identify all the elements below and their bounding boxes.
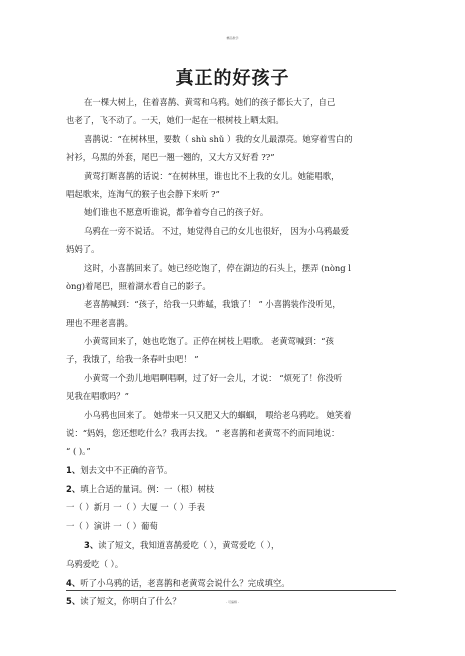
passage-line: 见我在唱歌吗？” <box>66 391 129 402</box>
page-header: 精品教学 <box>226 36 239 40</box>
question-text: 填上合适的量词。例：一（根）树枝 <box>80 483 215 494</box>
passage-line: 妈妈了。 <box>66 244 100 255</box>
passage-line: 唱起歌来，连淘气的猴子也会静下来听 ?” <box>66 188 220 199</box>
passage-line: 子，我饿了，给我一条春叶虫吧！ ” <box>66 354 199 365</box>
questions <box>66 461 406 611</box>
passage-line: 小黄莺一个劲儿地唱啊唱啊，过了好一会儿，才说： “烦死了！你没听 <box>84 372 343 383</box>
page-footer: - 可编辑 - <box>225 600 240 604</box>
question-number: 2、 <box>66 483 81 494</box>
question-number: 3、 <box>84 540 99 550</box>
passage-line: òng)着尾巴，照着湖水看自己的影子。 <box>66 280 211 291</box>
passage-line: 说：“妈妈，您还想吃什么？我再去找。 ” 老喜鹊和老黄莺不约而同地说： <box>66 428 340 439</box>
question-line <box>66 480 406 499</box>
question-line <box>66 498 406 517</box>
question-text: 一（ ）新月 一（ ）大厦 一（ ）手表 <box>66 502 205 513</box>
passage-line: 喜鹊说：“在树林里，要数（ shù shǔ ）我的女儿最漂亮。她穿着雪白的 <box>84 133 353 144</box>
question-line <box>66 536 406 555</box>
question-line <box>66 461 406 480</box>
passage-line: 老喜鹊喊到：“孩子，给我一只蚱蜢，我饿了！ ” 小喜鹊装作没听见， <box>84 299 341 310</box>
passage-line: 在一棵大树上，住着喜鹊、黄莺和乌鸦。她们的孩子都长大了，自己 <box>84 97 336 107</box>
question-text: 读了短文，你明白了什么？ <box>80 596 181 607</box>
passage-line: “ ( )。” <box>66 446 91 457</box>
question-number: 4、 <box>66 577 81 588</box>
passage-line: 黄莺打断喜鹊的话说：“在树林里，谁也比不上我的女儿。她能唱歌， <box>84 170 340 181</box>
question-number: 5、 <box>66 596 81 607</box>
question-line <box>66 555 406 574</box>
passage-line: 小黄莺回来了，她也吃饱了。正停在树枝上唱歌。 老黄莺喊到：“孩 <box>84 336 334 347</box>
passage-line: 小乌鸦也回来了。 她带来一只又肥又大的蝈蝈， 喂给老乌鸦吃。 她笑着 <box>84 409 352 420</box>
passage-line: 乌鸦在一旁不说话。 不过，她觉得自己的女儿也很好， 因为小乌鸦最爱 <box>84 225 349 236</box>
page-title: 真正的好孩子 <box>175 68 290 89</box>
footer-rule <box>66 590 396 591</box>
passage-line: 理也不理老喜鹊。 <box>66 317 133 328</box>
question-text: 读了短文，我知道喜鹊爱吃（ ），黄莺爱吃（ ）， <box>98 540 280 550</box>
question-number: 1、 <box>66 464 81 475</box>
question-text: 听了小乌鸦的话，老喜鹊和老黄莺会说什么？完成填空。 <box>80 577 290 588</box>
passage-line: 衬衫，乌黑的外套，尾巴一翘一翘的，又大方又好看 ??” <box>66 152 275 163</box>
question-text: 乌鸦爱吃（ ）。 <box>66 558 124 569</box>
passage-line: 这时，小喜鹊回来了。她已经吃饱了，停在湖边的石头上，摆弄 (nòng l <box>84 262 351 273</box>
passage-line: 也老了，飞不动了。一天，她们一起在一根树枝上晒太阳。 <box>66 115 284 126</box>
question-line <box>66 517 406 536</box>
question-text: 划去文中不正确的音节。 <box>80 464 173 475</box>
passage-line: 她们谁也不愿意听谁说，都争着夸自己的孩子好。 <box>84 207 269 218</box>
passage <box>66 93 406 461</box>
document-body <box>66 93 406 611</box>
question-text: 一（ ）演讲 一（ ）葡萄 <box>66 521 158 532</box>
